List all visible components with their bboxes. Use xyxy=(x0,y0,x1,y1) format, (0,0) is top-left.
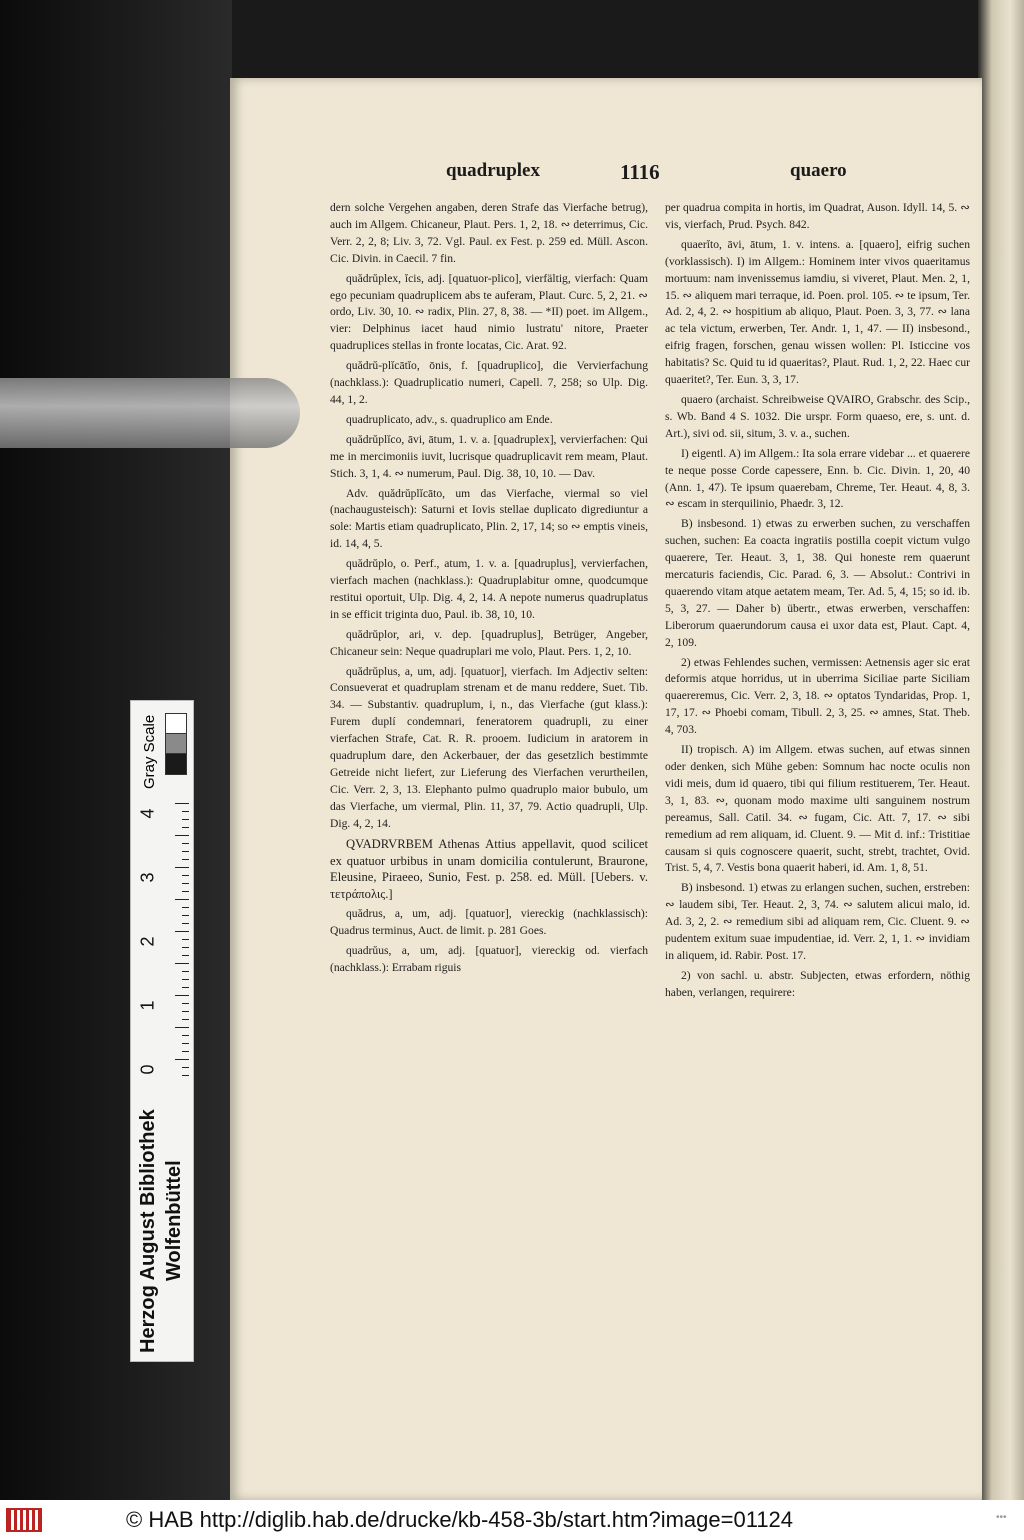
ruler-tick xyxy=(182,883,189,884)
dictionary-entry: quadruplicato, adv., s. quadruplico am Ende. xyxy=(346,412,553,426)
ruler-tick xyxy=(182,971,189,972)
institution-label xyxy=(135,1081,189,1357)
header-right-guide-word: quaero xyxy=(790,160,847,181)
dictionary-entry: quădrŭplus, a, um, adj. [quatuor], vierfach. Im Adjectiv selten: Consueverat et quadruplam strenam et de manu reddere, Suet. Tib. 34. — Substantiv. quadruplum, i, n., das Vierfache (gut klass.): Furem duplí condemnari, feneratorem quadrupli, zu einer vierfachen Strafe, Cat. R. R. prooem. Iudicium in aratorem in quadruplum dare, den Ackerbauer, der das gesetzlich bestimmte Getreide nicht liefert, zur Lieferung des Vierfachen verurtheilen, Cic. Verr. 2, 3, 13. Elephanto pulmo quadruplo maior bubulo, um das Vierfache, um viermal, Plin. 11, 37, 79. Actio quadrupli, Ulp. Dig. 4, 2, 14. xyxy=(330,664,648,830)
ruler-tick xyxy=(182,1011,189,1012)
ruler-tick xyxy=(182,1051,189,1052)
ruler-tick xyxy=(182,915,189,916)
dictionary-entry: quădrus, a, um, adj. [quatuor], viereckig (nachklassisch): Quadrus terminus, Auct. de limit. p. 281 Goes. xyxy=(330,907,648,938)
ruler-tick xyxy=(182,851,189,852)
dictionary-entry: quadrŭus, a, um, adj. [quatuor], viereckig od. vierfach (nachklass.): Errabam riguis xyxy=(330,944,648,974)
ruler-tick xyxy=(182,859,189,860)
dictionary-entry: I) eigentl. A) im Allgem.: Ita sola errare videbar ... et quaerere te neque posse Corde capessere, Enn. b. Cic. Divin. 1, 20, 40 (Ann. 1, 47). Te ipsum quaerebam, Chreme, Ter. Heaut. 4, 8, 3. ∾ escam in sterquilinio, Phaedr. 3, 12. xyxy=(665,446,970,511)
dictionary-entry: B) insbesond. 1) etwas zu erwerben suchen, zu verschaffen suchen, suchen: Ea coacta ingratiis postilla coepit victum vulgo quaerere, Ter. Heaut. 3, 1, 38. Qui honeste rem quaerunt mercaturis faciendis, Cic. Parad. 6, 3. — Absolut.: Contrivi in quaerendo vitam atque aetatem meam, Ter. Ad. 5, 4, 15; so id. ib. 5, 3, 27. — Daher b) übertr., etwas erwerben, verschaffen: Liberorum quaerundorum causa ei uxor data est, Plaut. Capt. 4, 2, 109. xyxy=(665,517,970,649)
left-column xyxy=(330,200,648,980)
ruler-tick xyxy=(175,995,189,996)
ruler-tick xyxy=(175,867,189,868)
page-clip xyxy=(0,378,300,448)
dictionary-entry: II) tropisch. A) im Allgem. etwas suchen, auf etwas sinnen oder denken, sich Mühe geben: Somnum hac nocte oculis non vidi meis, dum id quaero, tibi qui filium restituerem, Ter. Heaut. 3, 1, 83. ∾, quonam modo maxime ulti sanguinem nostrum pereamus, Sall. Catil. 34. ∾ fugam, Cic. Att. 7, 17. ∾ sibi remedium ad rem aliquam, id. Cluent. 9. — Mit d. inf.: Tristitiae causam si quis cognoscere quaerit, sucht, strebt, trachtet, Ovid. Trist. 5, 4, 7. Vestis bona quaerit haberi, id. Am. 1, 8, 51. xyxy=(665,743,970,875)
gray-swatch-black xyxy=(165,753,187,775)
ruler-tick xyxy=(175,835,189,836)
ruler-tick xyxy=(182,923,189,924)
institution-name: Herzog August Bibliothek xyxy=(137,1109,159,1353)
gray-scale xyxy=(135,709,189,793)
ruler-tick xyxy=(182,939,189,940)
ruler-tick xyxy=(175,963,189,964)
hab-logo-icon xyxy=(6,1508,42,1532)
ruler-tick xyxy=(182,1075,189,1076)
dictionary-entry: Adv. quădrŭplĭcāto, um das Vierfache, viermal so viel (nachaugusteisch): Saturni et Iovis stellae duplicato digrediuntur a sole: Martis etiam quadruplicato, Plin. 2, 17, 14; so ∾ emptis vineis, id. 14, 4, 5. xyxy=(330,486,648,551)
dictionary-page xyxy=(230,78,982,1500)
dictionary-entry: quaerĭto, āvi, ātum, 1. v. intens. a. [quaero], eifrig suchen (vorklassisch). I) im Allgem.: Hominem inter vivos quaeritamus mortuum: nam invenissemus iamdiu, si viveret, Plaut. Men. 2, 1, 15. ∾ aliquem mari terraque, id. Poen. prol. 105. ∾ te ipsum, Ter. Ad. 2, 4, 2. ∾ hospitium ab aliquo, Plaut. Poen. 3, 3, 77. ∾ lana ac tela victum, erwerben, Ter. Andr. 1, 1, 47. — II) insbesond., eifrig fragen, forschen, genau wissen wollen: Pl. Isticcine vos habitatis? Sc. Quid tu id quaeritas?, Plaut. Rud. 1, 2, 22. Haec cur quaeritet?, Ter. Eun. 3, 3, 17. xyxy=(665,237,970,387)
ruler-tick xyxy=(182,1035,189,1036)
ruler-tick xyxy=(182,955,189,956)
dictionary-entry: quădrŭplĭco, āvi, ātum, 1. v. a. [quadruplex], vervierfachen: Qui me in mercimoniis iuvit, lucrisque quadruplicavit rem meam, Plaut. Stich. 3, 1, 4. ∾ numerum, Paul. Dig. 38, 10, 10. — Dav. xyxy=(330,432,648,480)
gray-scale-label: Gray Scale xyxy=(141,714,158,789)
dictionary-entry: 2) von sachl. u. abstr. Subjecten, etwas erfordern, nöthig haben, verlangen, requirere: xyxy=(665,968,970,999)
dictionary-entry: quădrŭ-plĭcātĭo, ōnis, f. [quadruplico], die Vervierfachung (nachklass.): Quadruplicatio numeri, Capell. 7, 258; so Ulp. Dig. 44, 1, 2. xyxy=(330,359,648,406)
ellipsis-icon: ••• xyxy=(996,1512,1007,1523)
ruler-tick xyxy=(182,819,189,820)
ruler-tick xyxy=(182,843,189,844)
ruler-tick xyxy=(175,1059,189,1060)
ruler-tick xyxy=(175,1027,189,1028)
dictionary-entry: quădrŭplor, ari, v. dep. [quadruplus], Betrüger, Angeber, Chicaneur sein: Neque quadruplari me volo, Plaut. Pers. 1, 2, 10. xyxy=(330,627,648,658)
gray-swatch-white xyxy=(165,713,187,735)
dictionary-entry: B) insbesond. 1) etwas zu erlangen suchen, suchen, erstreben: ∾ laudem sibi, Ter. Heaut. 2, 3, 74. ∾ salutem alicui malo, id. Ad. 3, 2, 2. ∾ remedium sibi ad aliquam rem, Cic. Cluent. 9. ∾ pudentem exitum suae impudentiae, id. Verr. 2, 1, 1. ∾ invidiam in aliquem, id. Rabir. Post. 17. xyxy=(665,881,970,962)
right-column xyxy=(665,200,970,1005)
ruler-tick xyxy=(182,875,189,876)
ruler-tick xyxy=(182,1019,189,1020)
footer-url: © HAB http://diglib.hab.de/drucke/kb-458-3b/start.htm?image=01124 xyxy=(126,1507,794,1532)
ruler-tick xyxy=(182,979,189,980)
dictionary-entry: dern solche Vergehen angaben, deren Strafe das Vierfache betrug), auch im Allgem. Chicaneur, Plaut. Pers. 1, 2, 18. ∾ deterrimus, Cic. Verr. 2, 2, 8; Liv. 3, 72. Vgl. Paul. ex Fest. p. 259 ed. Müll. Ascon. Cic. Divin. in Caecil. 7 fin. xyxy=(330,201,648,265)
gray-swatch-mid xyxy=(165,733,187,755)
ruler-number: 3 xyxy=(137,872,158,883)
dictionary-entry: quaero (archaist. Schreibweise QVAIRO, Grabschr. des Scip., s. Wb. Band 4 S. 1032. Die urspr. Form quaeso, ere, s. unt. d. Art.), sivi od. sii, situm, 3. v. a., suchen. xyxy=(665,392,970,440)
ruler-tick xyxy=(182,1043,189,1044)
ruler-tick xyxy=(175,931,189,932)
ruler-tick xyxy=(182,1003,189,1004)
ruler-number: 0 xyxy=(137,1064,158,1075)
institution-city: Wolfenbüttel xyxy=(163,1160,185,1281)
ruler-tick xyxy=(175,899,189,900)
ruler-tick xyxy=(182,907,189,908)
page-number: 1116 xyxy=(620,160,660,184)
running-header xyxy=(230,160,982,190)
ruler-number: 4 xyxy=(137,808,158,819)
ruler-tick xyxy=(182,891,189,892)
footer-bar xyxy=(0,1500,1024,1540)
ruler-tick xyxy=(182,947,189,948)
ruler-tick xyxy=(182,811,189,812)
dictionary-entry: per quadrua compita in hortis, im Quadrat, Auson. Idyll. 14, 5. ∾ vis, vierfach, Prud. Psych. 842. xyxy=(665,201,970,231)
dictionary-entry: QVADRVRBEM Athenas Attius appellavit, quod scilicet ex quatuor urbibus in unam domicilia contulerunt, Braurone, Eleusine, Piraeeo, Sunio, Fest. p. 258. ed. Müll. [Uebers. v. τετράπολις.] xyxy=(330,836,648,902)
ruler-tick xyxy=(182,1067,189,1068)
scan-background-left xyxy=(0,0,232,1500)
ruler-number: 1 xyxy=(137,1000,158,1011)
header-left-guide-word: quadruplex xyxy=(446,160,540,181)
dictionary-entry: quădrŭplo, o. Perf., atum, 1. v. a. [quadruplus], vervierfachen, vierfach machen (nachklass.): Quadruplabitur omne, quodcumque restitui oportuit, Ulp. Dig. 4, 2, 14. A nepote numerus quadruplatus in se efficit triginta duo, Paul. ib. 38, 10, 10. xyxy=(330,557,648,621)
ruler xyxy=(135,793,189,1079)
ruler-tick xyxy=(175,803,189,804)
ruler-number: 2 xyxy=(137,936,158,947)
ruler-tick xyxy=(182,827,189,828)
adjacent-page-edge xyxy=(978,0,1024,1500)
ruler-tick xyxy=(182,987,189,988)
color-scale-strip xyxy=(130,700,194,1362)
dictionary-entry: quădrŭplex, ĭcis, adj. [quatuor-plico], vierfältig, vierfach: Quam ego pecuniam quadruplicem abs te auferam, Plaut. Curc. 5, 2, 21. ∾ ordo, Liv. 30, 10. ∾ radix, Plin. 27, 8, 38. — *II) poet. im Allgem., vier: Delphinus iacet haud nimio lustratu' nitore, Praeter quadruplices stellas in fronte locatas, Cic. Arat. 92. xyxy=(330,271,648,353)
dictionary-entry: 2) etwas Fehlendes suchen, vermissen: Aetnensis ager sic erat deformis atque horridus, ut in uberrima Siciliae parte Siciliam quaereremus, Cic. Verr. 2, 3, 18. ∾ optatos Tyndaridas, Prop. 1, 17, 17. ∾ Phoebi comam, Tibull. 2, 3, 25. ∾ amnes, Stat. Theb. 4, 703. xyxy=(665,655,970,737)
